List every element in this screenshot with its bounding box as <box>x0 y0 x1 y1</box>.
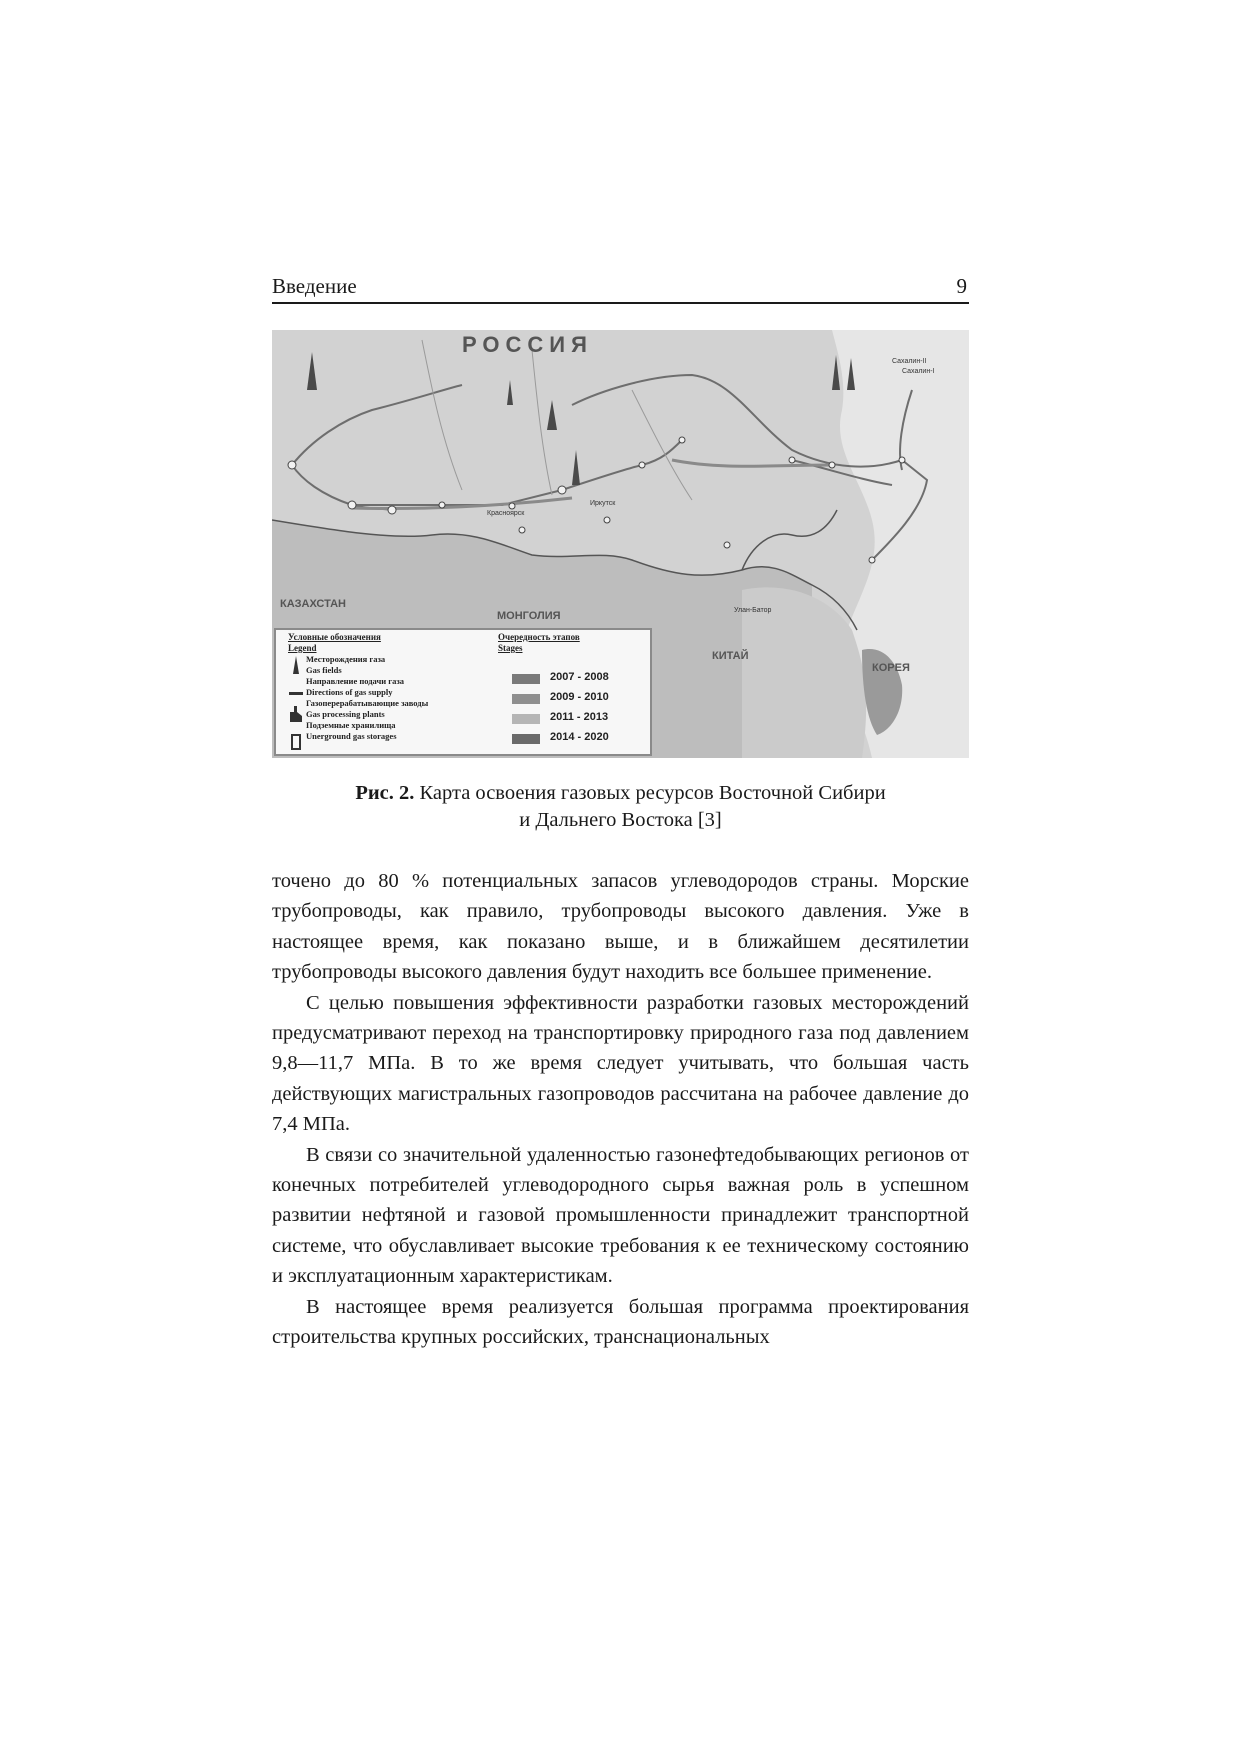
caption-line1: Карта освоения газовых ресурсов Восточной Сибири <box>414 782 886 804</box>
stage-label: 2014 - 2020 <box>550 731 609 743</box>
plant-icon <box>290 706 302 722</box>
gas-field-icon <box>293 656 299 674</box>
legend-title-en: Legend <box>288 643 317 653</box>
pipeline-icon <box>289 692 303 695</box>
legend-item-ru: Направление подачи газа <box>306 676 405 686</box>
legend-stages <box>498 632 648 748</box>
label-china: КИТАЙ <box>712 650 749 662</box>
stage-label: 2007 - 2008 <box>550 671 609 683</box>
legend-item-en: Gas fields <box>306 665 342 675</box>
stage-swatch <box>512 714 540 724</box>
paragraph: В настоящее время реализуется большая программа проектирования строительства крупных российских, транснациональных <box>272 1295 969 1349</box>
body-text <box>272 866 969 1353</box>
stage-label: 2009 - 2010 <box>550 691 609 703</box>
paragraph: точено до 80 % потенциальных запасов углеводородов страны. Морские трубопроводы, как правило, трубопроводы высокого давления. Уже в настоящее время, как показано выше, и в ближайшем десятилетии трубопроводы высокого давления будут находить все большее применение. <box>272 870 969 984</box>
legend-item-en: Unerground gas storages <box>306 731 397 741</box>
label-mongolia: МОНГОЛИЯ <box>497 610 561 622</box>
label-russia: РОССИЯ <box>462 332 593 357</box>
city-label: Улан-Батор <box>734 607 772 614</box>
stages-title-ru: Очередность этапов <box>498 632 580 642</box>
label-korea: КОРЕЯ <box>872 662 910 674</box>
legend-title-ru: Условные обозначения <box>288 632 381 642</box>
legend-item-ru: Подземные хранилища <box>306 720 396 730</box>
city-label: Сахалин-I <box>902 368 935 375</box>
caption-line2: и Дальнего Востока [3] <box>519 809 722 831</box>
stage-row <box>498 708 648 728</box>
stage-row <box>498 688 648 708</box>
legend-icons <box>288 654 304 754</box>
gas-resources-map <box>272 330 969 758</box>
stages-title-en: Stages <box>498 643 523 653</box>
legend-item-ru: Газоперерабатывающие заводы <box>306 698 429 708</box>
stage-row <box>498 728 648 748</box>
page-number: 9 <box>956 274 967 298</box>
paragraph: С целью повышения эффективности разработки газовых месторождений предусматривают переход на транспортировку природного газа под давлением 9,8—11,7 МПа. В то же время следует учитывать, что большая часть действующих магистральных газопроводов рассчитана на рабочее давление до 7,4 МПа. <box>272 991 969 1136</box>
city-label: Иркутск <box>590 500 616 507</box>
stage-swatch <box>512 694 540 704</box>
label-kazakhstan: КАЗАХСТАН <box>280 598 346 610</box>
stage-row <box>498 668 648 688</box>
legend-item-en: Directions of gas supply <box>306 687 393 697</box>
caption-prefix: Рис. 2. <box>355 782 415 804</box>
running-header <box>272 270 969 304</box>
stage-label: 2011 - 2013 <box>550 711 609 723</box>
city-label: Сахалин-II <box>892 358 927 365</box>
stage-swatch <box>512 734 540 744</box>
section-title: Введение <box>272 274 357 298</box>
map-legend <box>274 628 652 756</box>
figure-caption <box>272 780 969 834</box>
legend-item-en: Gas processing plants <box>306 709 385 719</box>
stage-swatch <box>512 674 540 684</box>
legend-symbols <box>288 632 468 742</box>
storage-icon <box>291 734 301 750</box>
legend-item-ru: Месторождения газа <box>306 654 386 664</box>
paragraph: В связи со значительной удаленностью газонефтедобывающих регионов от конечных потребителей углеводородного сырья важная роль в успешном развитии нефтяной и газовой промышленности принадлежит транспортной системе, что обуславливает высокие требования к ее техническому состоянию и эксплуатационным характеристикам. <box>272 1143 969 1288</box>
city-label: Красноярск <box>487 510 525 517</box>
